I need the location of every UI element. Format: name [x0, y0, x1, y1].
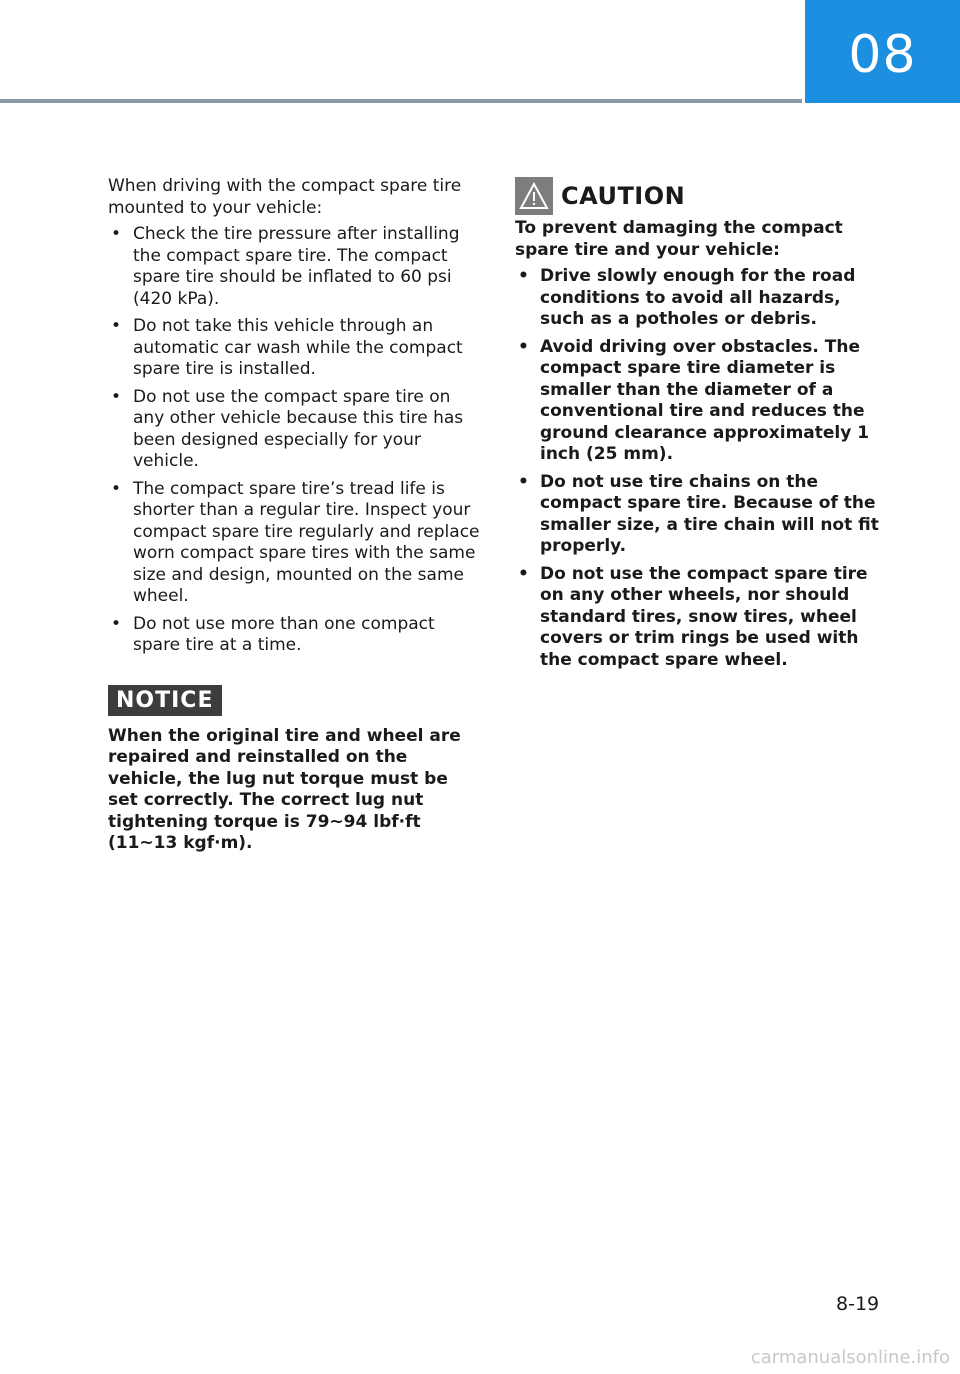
bullet-dot: • — [518, 336, 529, 357]
list-item — [515, 472, 885, 558]
warning-triangle-icon — [515, 177, 553, 215]
notice-label: NOTICE — [108, 685, 222, 716]
list-item — [515, 564, 885, 672]
caution-title: CAUTION — [561, 182, 686, 210]
right-column — [515, 176, 885, 677]
spare-tire-intro: When driving with the compact spare tire mounted to your vehicle: — [108, 176, 462, 218]
list-item — [108, 224, 480, 310]
list-item-text: Do not take this vehicle through an automatic car wash while the compact spare tire is installed. — [133, 316, 463, 379]
list-item — [515, 337, 885, 466]
list-item — [108, 316, 480, 381]
header-rule — [0, 99, 802, 103]
list-item-text: Do not use the compact spare tire on any other wheels, nor should standard tires, snow tires, wheel covers or trim rings be used with the compact spare wheel. — [540, 563, 868, 670]
bullet-dot: • — [518, 471, 529, 492]
list-item — [108, 614, 480, 657]
list-item-text: The compact spare tire’s tread life is shorter than a regular tire. Inspect your compact spare tire regularly and replace worn compact spare tires with the same size and design, mounted on the same wheel. — [133, 478, 480, 606]
list-item-text: Do not use tire chains on the compact spare tire. Because of the smaller size, a tire chain will not fit properly. — [540, 471, 879, 556]
list-item-text: Avoid driving over obstacles. The compact spare tire diameter is smaller than the diameter of a conventional tire and reduces the ground clearance approximately 1 inch (25 mm). — [540, 336, 870, 464]
caution-bullet-list — [515, 266, 885, 671]
caution-intro: To prevent damaging the compact spare tire and your vehicle: — [515, 218, 843, 260]
bullet-dot: • — [111, 613, 122, 634]
bullet-dot: • — [111, 224, 122, 244]
spare-tire-bullet-list — [108, 224, 480, 657]
watermark: carmanualsonline.info — [750, 1347, 950, 1368]
page-number: 8-19 — [836, 1293, 880, 1315]
bullet-dot: • — [111, 386, 122, 407]
chapter-tab — [805, 0, 960, 103]
notice-text: When the original tire and wheel are repaired and reinstalled on the vehicle, the lug nut torque must be set correctly. The correct lug nut tightening torque is 79~94 lbf·ft (11~13 kgf·m). — [108, 725, 461, 853]
chapter-number: 08 — [848, 24, 917, 85]
bullet-dot: • — [518, 563, 529, 584]
caution-header — [515, 176, 885, 216]
list-item — [108, 479, 480, 608]
left-column — [108, 176, 480, 855]
bullet-dot: • — [111, 316, 122, 336]
list-item — [515, 266, 885, 331]
list-item-text: Check the tire pressure after installing the compact spare tire. The compact spare tire should be inflated to 60 psi (420 kPa). — [133, 224, 460, 309]
bullet-dot: • — [518, 266, 529, 286]
list-item — [108, 387, 480, 473]
list-item-text: Do not use more than one compact spare tire at a time. — [133, 613, 435, 655]
bullet-dot: • — [111, 478, 122, 499]
list-item-text: Drive slowly enough for the road conditions to avoid all hazards, such as a potholes or debris. — [540, 266, 856, 329]
list-item-text: Do not use the compact spare tire on any other vehicle because this tire has been designed especially for your vehicle. — [133, 386, 464, 471]
